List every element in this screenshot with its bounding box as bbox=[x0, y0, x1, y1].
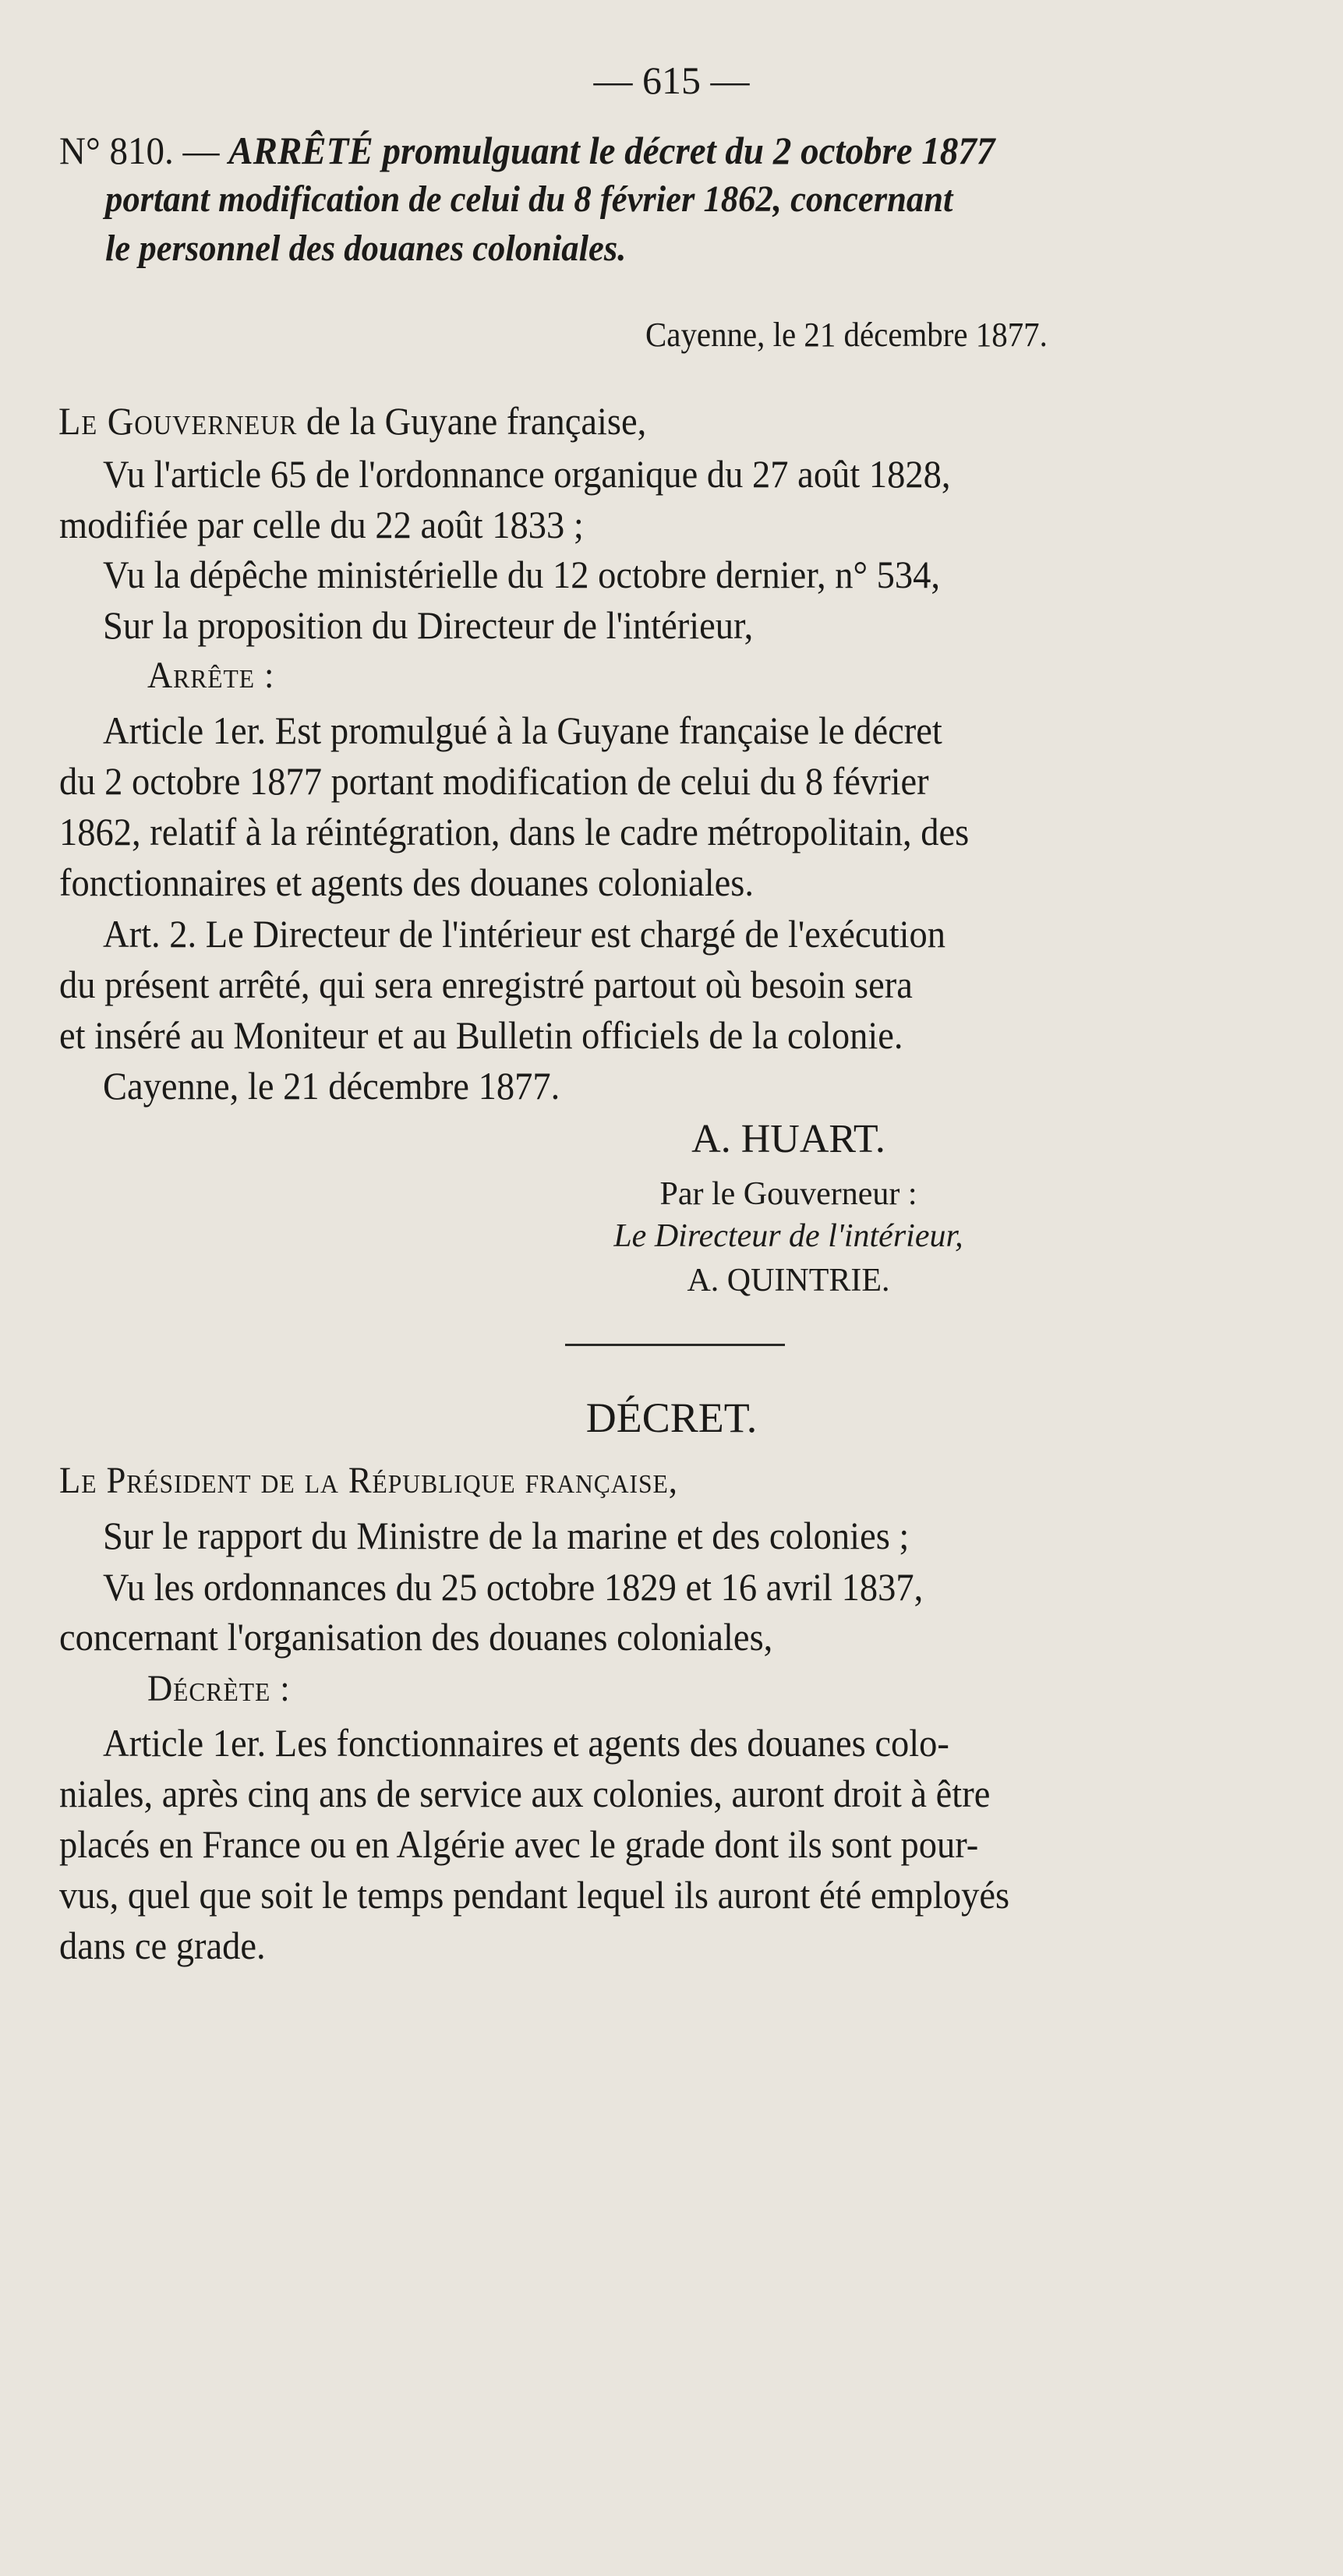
signature: A. HUART. bbox=[691, 1117, 885, 1161]
director-name: A. QUINTRIE. bbox=[687, 1263, 890, 1299]
arrete-title-line3: le personnel des douanes coloniales. bbox=[105, 228, 627, 269]
arrete-art1-line1: Article 1er. Est promulgué à la Guyane française le décret bbox=[103, 708, 942, 752]
governor-line: Le Gouverneur de la Guyane française, bbox=[58, 399, 647, 443]
section-divider bbox=[565, 1344, 785, 1346]
decret-visa-line2: concernant l'organisation des douanes coloniales, bbox=[59, 1615, 773, 1659]
arrete-closing-date: Cayenne, le 21 décembre 1877. bbox=[103, 1064, 560, 1108]
director-title: Le Directeur de l'intérieur, bbox=[613, 1218, 963, 1254]
arrete-art2-line1: Art. 2. Le Directeur de l'intérieur est chargé de l'exécution bbox=[103, 912, 946, 956]
arrete-number: N° 810. — bbox=[59, 129, 220, 172]
proposition: Sur la proposition du Directeur de l'intérieur, bbox=[103, 603, 754, 647]
arrete-title-line1: N° 810. — ARRÊTÉ promulguant le décret du 2 octobre 1877 bbox=[59, 129, 995, 172]
visa1-line2: modifiée par celle du 22 août 1833 ; bbox=[59, 503, 584, 546]
arrete-art1-line3: 1862, relatif à la réintégration, dans le cadre métropolitain, des bbox=[59, 810, 970, 853]
decret-art1-line4: vus, quel que soit le temps pendant lequel ils auront été employés bbox=[59, 1873, 1010, 1917]
decret-art1-line3: placés en France ou en Algérie avec le grade dont ils sont pour- bbox=[59, 1822, 979, 1866]
arrete-art1-line2: du 2 octobre 1877 portant modification de celui du 8 février bbox=[59, 759, 929, 803]
arrete-place-date: Cayenne, le 21 décembre 1877. bbox=[645, 316, 1048, 354]
decret-visa-line1: Vu les ordonnances du 25 octobre 1829 et 16 avril 1837, bbox=[103, 1565, 924, 1609]
par-le-gouverneur: Par le Gouverneur : bbox=[659, 1176, 917, 1212]
visa1-line1: Vu l'article 65 de l'ordonnance organique du 27 août 1828, bbox=[103, 452, 951, 496]
decret-heading: DÉCRET. bbox=[585, 1394, 758, 1441]
arrete-art2-line3: et inséré au Moniteur et au Bulletin officiels de la colonie. bbox=[59, 1013, 903, 1057]
decret-art1-line5: dans ce grade. bbox=[59, 1924, 266, 1967]
page-number: — 615 — bbox=[593, 58, 750, 102]
decret-art1-line2: niales, après cinq ans de service aux colonies, auront droit à être bbox=[59, 1772, 991, 1815]
decrete-heading: Décrète : bbox=[147, 1668, 291, 1709]
president-line: Le Président de la République française, bbox=[59, 1460, 678, 1501]
visa2: Vu la dépêche ministérielle du 12 octobre dernier, n° 534, bbox=[103, 553, 941, 596]
arrete-heading: Arrête : bbox=[147, 655, 275, 696]
decret-rapport: Sur le rapport du Ministre de la marine et des colonies ; bbox=[103, 1514, 910, 1557]
arrete-title-line2: portant modification de celui du 8 février 1862, concernant bbox=[105, 178, 953, 220]
arrete-art1-line4: fonctionnaires et agents des douanes coloniales. bbox=[59, 860, 754, 904]
arrete-art2-line2: du présent arrêté, qui sera enregistré partout où besoin sera bbox=[59, 963, 913, 1006]
decret-art1-line1: Article 1er. Les fonctionnaires et agents des douanes colo- bbox=[103, 1721, 949, 1765]
